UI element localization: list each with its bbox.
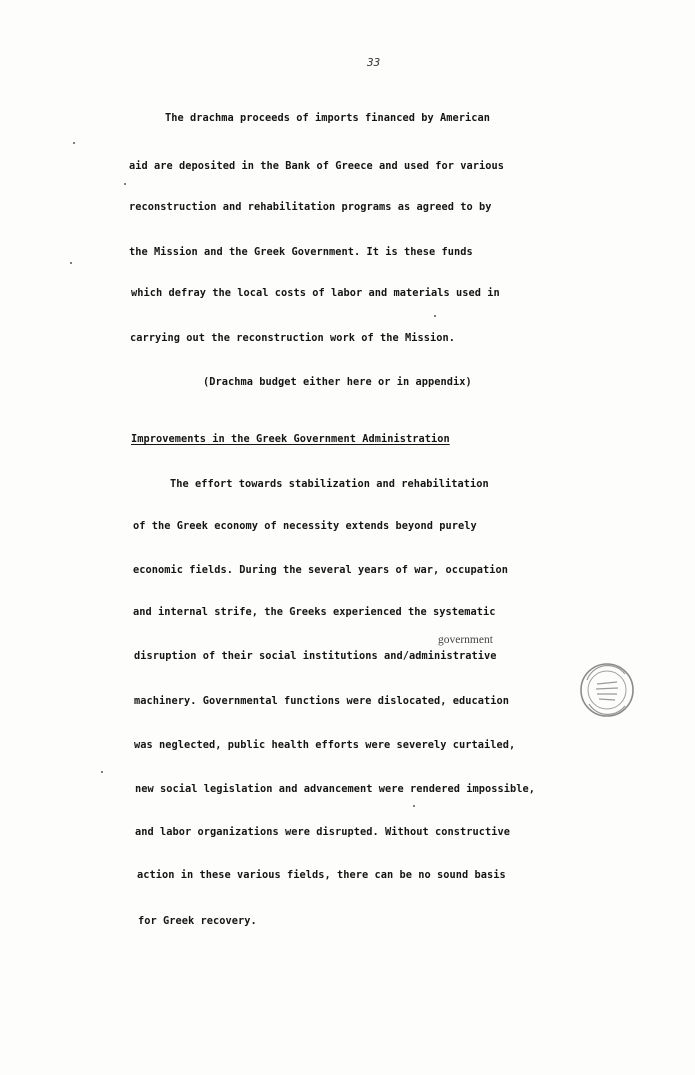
- paragraph-1-line-4: the Mission and the Greek Government. It is these funds: [129, 246, 473, 258]
- paragraph-2-line-8: new social legislation and advancement were rendered impossible,: [135, 783, 535, 795]
- scan-speck: [124, 183, 126, 185]
- archive-stamp-icon: [577, 660, 637, 720]
- scan-speck: [413, 805, 415, 807]
- paragraph-2-line-9: and labor organizations were disrupted. Without constructive: [135, 826, 510, 838]
- paragraph-2-line-5: disruption of their social institutions and/administrative: [134, 650, 497, 662]
- paragraph-1-line-2: aid are deposited in the Bank of Greece and used for various: [129, 160, 504, 172]
- paragraph-2-line-6: machinery. Governmental functions were dislocated, education: [134, 695, 509, 707]
- paragraph-1-line-3: reconstruction and rehabilitation programs as agreed to by: [129, 201, 492, 213]
- scan-speck: [101, 771, 103, 773]
- drachma-budget-note: (Drachma budget either here or in appendix): [203, 376, 472, 388]
- paragraph-1-line-5: which defray the local costs of labor and materials used in: [131, 287, 500, 299]
- paragraph-1-line-1: The drachma proceeds of imports financed by American: [165, 112, 490, 124]
- scan-speck: [73, 142, 75, 144]
- paragraph-2-line-3: economic fields. During the several years of war, occupation: [133, 564, 508, 576]
- paragraph-1-line-6: carrying out the reconstruction work of the Mission.: [130, 332, 455, 344]
- scan-speck: [434, 315, 436, 317]
- paragraph-2-line-10: action in these various fields, there can be no sound basis: [137, 869, 506, 881]
- paragraph-2-line-11: for Greek recovery.: [138, 915, 257, 927]
- section-heading: Improvements in the Greek Government Administration: [131, 433, 450, 445]
- paragraph-2-line-2: of the Greek economy of necessity extends beyond purely: [133, 520, 477, 532]
- page-number: 33: [367, 56, 381, 69]
- scan-speck: [70, 262, 72, 264]
- paragraph-2-line-4: and internal strife, the Greeks experienced the systematic: [133, 606, 496, 618]
- paragraph-2-line-1: The effort towards stabilization and rehabilitation: [170, 478, 489, 490]
- handwritten-insertion: government: [438, 634, 493, 646]
- paragraph-2-line-7: was neglected, public health efforts were severely curtailed,: [134, 739, 516, 751]
